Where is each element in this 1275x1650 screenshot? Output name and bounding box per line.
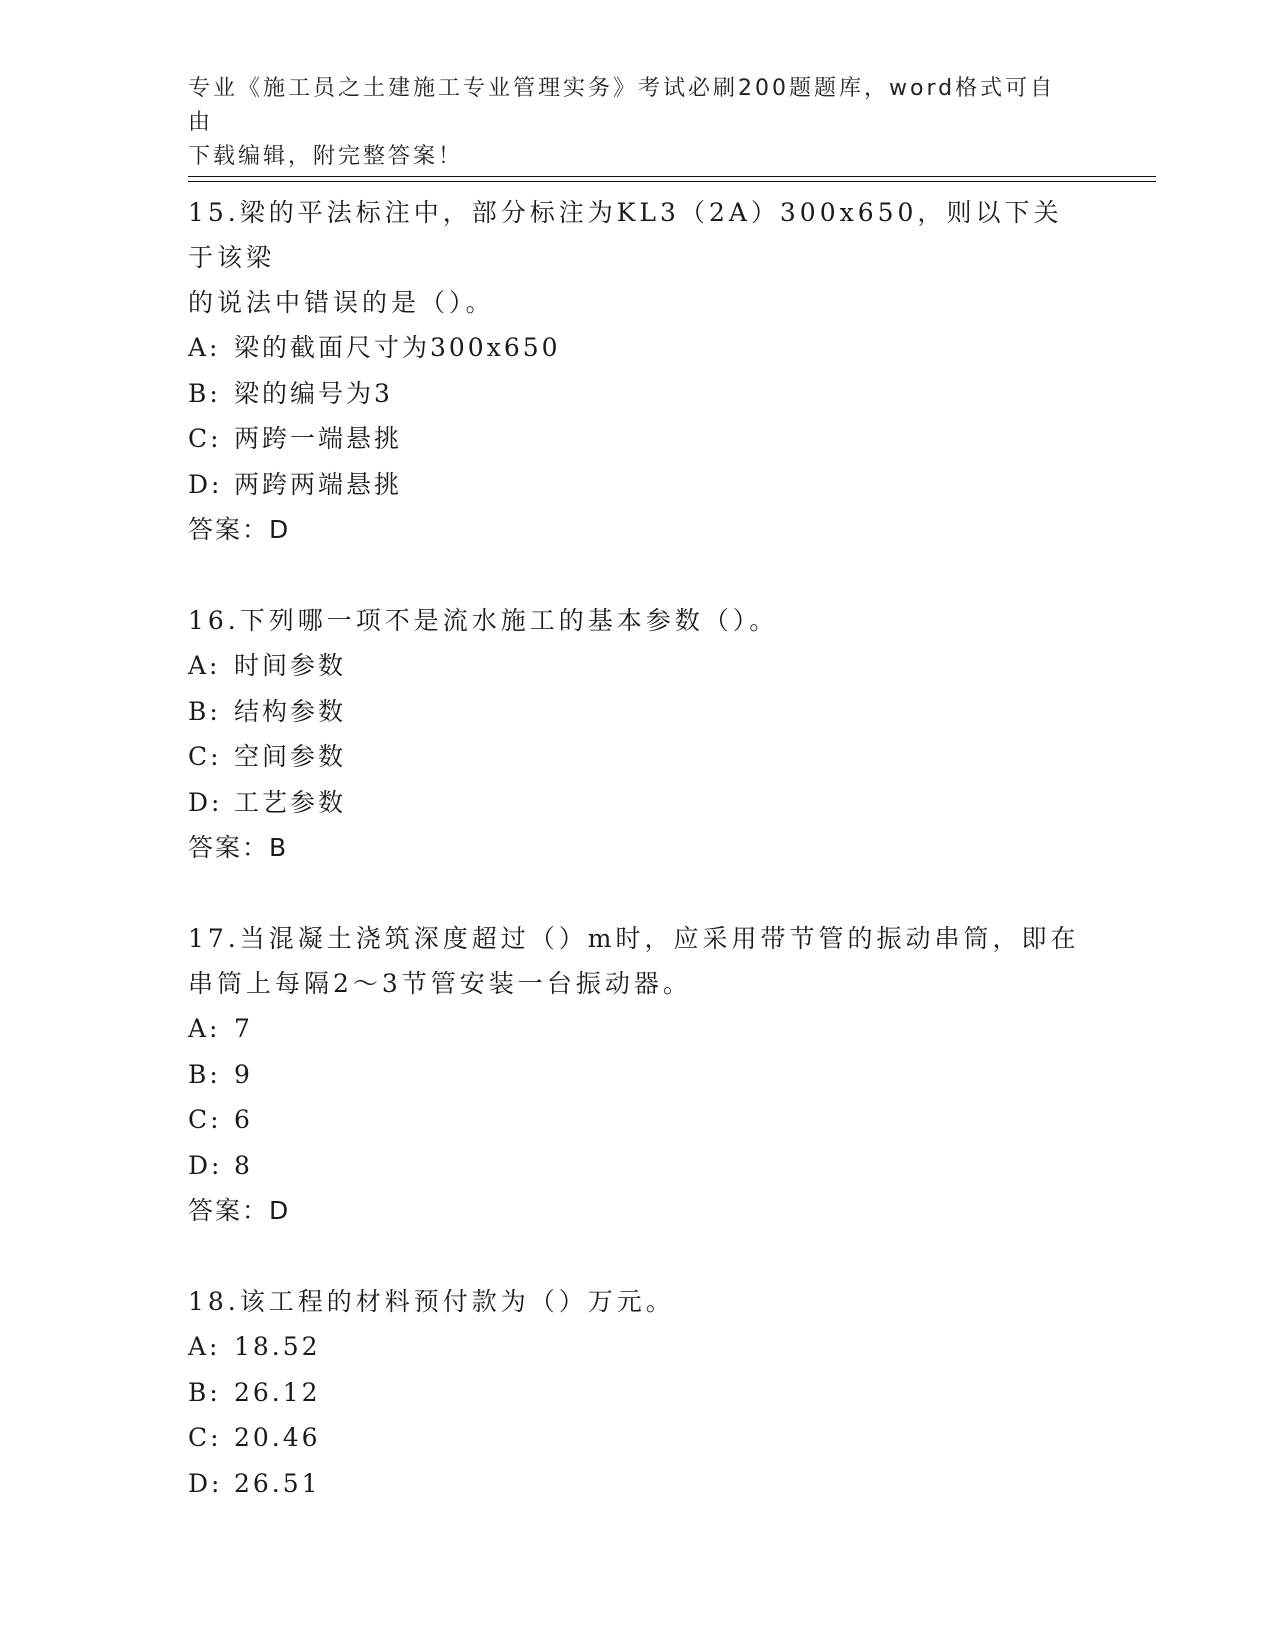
option-letter: C:: [188, 424, 222, 453]
option-text: 7: [234, 1014, 253, 1043]
option-text: 两跨一端悬挑: [234, 424, 403, 453]
option-text: 26.51: [234, 1468, 321, 1498]
option-letter: B:: [188, 1059, 221, 1089]
header-line-2: 下载编辑，附完整答案！: [188, 144, 464, 169]
option-c: [188, 1415, 1088, 1461]
question-stem: 15.梁的平法标注中，部分标注为KL3（2A）300x650，则以下关于该梁: [188, 198, 1063, 272]
option-letter: D:: [188, 469, 223, 499]
header-divider-bottom: [188, 181, 1156, 182]
document-header: [188, 72, 1068, 174]
option-letter: C:: [188, 1423, 222, 1452]
option-b: [188, 1052, 1088, 1098]
option-letter: B:: [188, 696, 221, 726]
option-a: [188, 643, 1088, 689]
option-a: [188, 1324, 1088, 1370]
option-b: [188, 371, 1088, 417]
question-stem: 18.该工程的材料预付款为（）万元。: [188, 1287, 675, 1316]
header-divider-top: [188, 176, 1156, 177]
question-18: [188, 1279, 1088, 1506]
option-text: 两跨两端悬挑: [234, 469, 403, 499]
option-d: [188, 462, 1088, 508]
option-text: 20.46: [234, 1423, 321, 1452]
option-c: [188, 416, 1088, 462]
question-spacer: [188, 552, 1088, 598]
question-16: [188, 598, 1088, 870]
option-text: 6: [234, 1105, 253, 1134]
option-letter: A:: [188, 651, 221, 680]
question-stem-continued: 的说法中错误的是（）。: [188, 288, 495, 317]
option-d: [188, 1461, 1088, 1507]
option-text: 梁的截面尺寸为300x650: [234, 333, 561, 362]
option-letter: D:: [188, 787, 223, 817]
option-letter: B:: [188, 1377, 221, 1407]
option-letter: B:: [188, 378, 221, 408]
question-spacer: [188, 870, 1088, 916]
question-17: [188, 916, 1088, 1233]
option-letter: A:: [188, 1014, 221, 1043]
option-c: [188, 734, 1088, 780]
option-text: 18.52: [234, 1332, 321, 1361]
option-text: 梁的编号为3: [234, 378, 393, 408]
option-d: [188, 780, 1088, 826]
option-text: 空间参数: [234, 742, 347, 771]
question-stem-continued: 串筒上每隔2～3节管安装一台振动器。: [188, 969, 692, 998]
header-line-1: 专业《施工员之土建施工专业管理实务》考试必刷200题题库，word格式可自由: [188, 76, 1056, 135]
option-d: [188, 1143, 1088, 1189]
question-stem: 17.当混凝土浇筑深度超过（）m时，应采用带节管的振动串筒，即在: [188, 924, 1080, 953]
option-text: 时间参数: [234, 651, 347, 680]
option-letter: C:: [188, 1105, 222, 1134]
option-letter: D:: [188, 1150, 223, 1180]
option-text: 结构参数: [234, 696, 347, 726]
option-letter: C:: [188, 742, 222, 771]
option-b: [188, 689, 1088, 735]
question-list: [188, 190, 1088, 1506]
option-text: 工艺参数: [234, 787, 347, 817]
option-c: [188, 1097, 1088, 1143]
option-text: 26.12: [234, 1377, 321, 1407]
answer-label: 答案：D: [188, 1196, 291, 1225]
option-a: [188, 325, 1088, 371]
question-spacer: [188, 1233, 1088, 1279]
question-15: [188, 190, 1088, 552]
option-letter: A:: [188, 333, 221, 362]
answer-label: 答案：B: [188, 833, 289, 862]
option-text: 8: [234, 1150, 253, 1180]
option-a: [188, 1006, 1088, 1052]
option-b: [188, 1370, 1088, 1416]
option-text: 9: [234, 1059, 253, 1089]
option-letter: A:: [188, 1332, 221, 1361]
option-letter: D:: [188, 1468, 223, 1498]
question-stem: 16.下列哪一项不是流水施工的基本参数（）。: [188, 606, 779, 635]
answer-label: 答案：D: [188, 515, 291, 544]
